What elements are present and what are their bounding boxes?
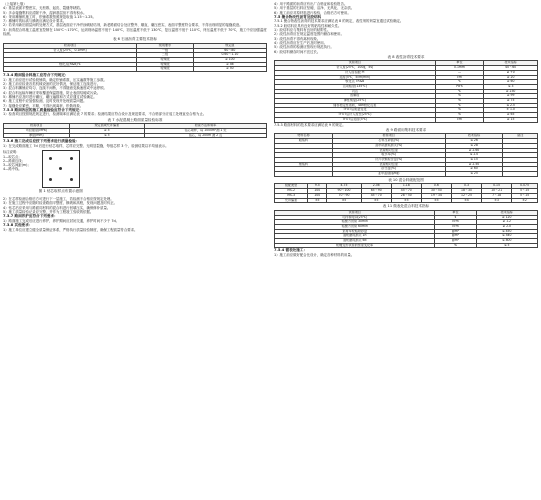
list-item: 7）接缝处应紧密、平顺，不得出现离析、松散现象。: [3, 103, 84, 108]
table8-cell: ≤ 2.5: [484, 103, 538, 108]
table10-header: 0.6: [421, 184, 451, 189]
table11-cell: ≤ 450: [476, 229, 538, 234]
section-heading: 7.3.4 路面混合料施工应符合下列规定：: [3, 73, 69, 78]
table8-cell: ≥ 75: [484, 99, 538, 104]
section-heading: 7.3.8 其他要求：: [3, 223, 33, 228]
list-item: 1）施工前应进行试验段铺筑，确定松铺系数、压实遍数等施工参数。: [3, 77, 107, 82]
list-item: 6）施工前应对原材料进行检验，合格后方可使用。: [274, 10, 351, 15]
sec76-text: 1）在完成路面施工 7d 后进行钻芯取样，芯样应完整、无明显裂缝，每组芯样 3 个，检测结果以平均值表示。: [3, 144, 169, 149]
table2-header: 检查项目: [4, 124, 70, 129]
table9-cell: ≥ 60: [445, 167, 503, 172]
table10-cell: 45～70: [361, 193, 391, 198]
table10-header: 0.3: [451, 184, 481, 189]
table8-cell: ≥ 20: [484, 75, 538, 80]
table10-header: 0.075: [512, 184, 538, 189]
table11-cell: N·m: [435, 220, 476, 225]
table10-cell: ±3: [482, 198, 512, 203]
left-para1-line: 4）基层表面平整密实，无松散、起皮、裂缝等缺陷。: [3, 6, 84, 11]
table8-cell: ℃: [435, 89, 484, 94]
right-column: [274, 2, 538, 257]
table8-cell: 储存稳定性离析，48h软化点差: [275, 103, 436, 108]
table1-cell: 二级: [137, 53, 194, 58]
table1-header: 检查项目: [4, 43, 137, 48]
list-item: 1）胶结料应与集料有良好的粘附性。: [274, 28, 331, 33]
table10-header: 级配类型: [275, 184, 308, 189]
table10-cell: 30～50: [421, 189, 451, 194]
table10-cell: 65～90: [361, 189, 391, 194]
table1-cell: ≥ 100: [193, 58, 266, 63]
left-para1-line: 6）采用摊铺机施工时，松铺系数按照规范取值 1.15～1.25。: [3, 14, 96, 19]
table8-header: 技术指标: [484, 61, 538, 66]
table9-cell: 细集料: [275, 162, 333, 167]
table9-cell: ≤ 15: [445, 158, 503, 163]
table9-cell: 针片状颗粒含量(%): [332, 158, 445, 163]
table8-cell: Pa·s: [435, 84, 484, 89]
left-para1-line: 5）多余接缝集料应清除干净，湿润基层但不得有积水。: [3, 10, 87, 15]
table8-cell: TFOT后质量变化: [275, 108, 436, 113]
table8-cell: cm: [435, 75, 484, 80]
table10-cell: 允许偏差: [275, 198, 308, 203]
table10-header: 9.5: [308, 184, 327, 189]
continued-note: （上接第七版）: [3, 2, 27, 6]
table8-cell: 弹性恢复(25℃): [275, 99, 436, 104]
table11-title: 表 11 微表处混合料技术指标: [382, 204, 430, 209]
table11-cell: 湿轮磨耗损失 6d: [275, 239, 435, 244]
list-item: 6）胶结料储存时间不宜过长。: [274, 49, 321, 54]
table10-header: 2.36: [361, 184, 391, 189]
table10-cell: ±5: [421, 198, 451, 203]
sec751-text: 7.5.1 聚合物改性沥青的技术要求应满足表 8 的规定，改性剂的剂量宜通过试验确定。: [274, 19, 404, 24]
table10-cell: ±5: [327, 198, 361, 203]
table1-cell: 一级: [137, 48, 194, 53]
table10-cell: 45～70: [391, 189, 421, 194]
table10-cell: ±4: [451, 198, 481, 203]
table10-cell: MS-3: [275, 193, 308, 198]
table10-cell: 100: [308, 189, 327, 194]
table11-cell: 粘聚力试验 60min: [275, 224, 435, 229]
left-column: [3, 2, 267, 232]
table8-cell: %: [435, 113, 484, 118]
table-row: [4, 67, 267, 72]
table8-cell: %: [435, 94, 484, 99]
table1-cell: 特殊级: [137, 67, 194, 72]
table9-cell: ≤ 26: [445, 139, 503, 144]
table8-cell: ≥ 15: [484, 117, 538, 122]
table9-cell: 石料压碎值(%): [332, 139, 445, 144]
table10-title: 表 10 混合料级配范围: [388, 177, 424, 182]
table8-cell: ≥ 65: [484, 113, 538, 118]
table10-cell: 19～34: [421, 193, 451, 198]
table11: [274, 210, 538, 249]
table8-cell: ≥ 99: [484, 94, 538, 99]
table8-cell: 运动粘度(135℃): [275, 84, 436, 89]
figure-note: 2—路面边线；: [3, 158, 25, 163]
table10-header: 1.18: [391, 184, 421, 189]
left-para-bottom: [3, 197, 267, 214]
table8-cell: 溶解度: [275, 94, 436, 99]
sec77-text: 1）路面施工完成后应进行养护，养护期间应封闭交通，养护时间不少于 7d。: [3, 218, 120, 223]
section-heading: 7.3.6 施工完成后应按下列要求进行质量检验：: [3, 139, 80, 144]
table9-header: 检验项目: [332, 134, 445, 139]
table10-cell: 12～25: [451, 193, 481, 198]
sample-point-dot: [49, 157, 52, 160]
figure-note: 4—路中线。: [3, 167, 22, 172]
table2-cell: 弯拉强度(MPa): [4, 129, 70, 134]
table8: [274, 60, 538, 122]
table8-cell: 针入度(25℃，100g，5s): [275, 66, 436, 71]
table8-cell: TFOT后针入度比(25℃): [275, 113, 436, 118]
table1-header: 级别要求: [137, 43, 194, 48]
list-item: 4）混合料运输车辆应采取覆盖保温措施，防止表面结硬或污染。: [3, 90, 101, 95]
list-item: 4）改性沥青应在生产后及时使用。: [274, 40, 328, 45]
table9-cell: 表观相对密度: [332, 162, 445, 167]
table8-cell: ℃: [435, 80, 484, 85]
table8-cell: 40～60: [484, 66, 538, 71]
table2-cell: ≥ 5: [69, 129, 145, 134]
table1-cell: 0.60～1.10: [193, 53, 266, 58]
table11-cell: ≥ 120: [476, 215, 538, 220]
sec752-text: 7.5.2 胶结料应具有良好的粘结性和耐久性。: [274, 23, 342, 28]
table11-cell: ≤ 540: [476, 234, 538, 239]
table9-title: 表 9 路面用集料技术要求: [385, 127, 427, 132]
table11-cell: 粘聚力试验 30min: [275, 220, 435, 225]
list-item: 5）摊铺后应及时进行碾压，碾压遍数和方式应通过试验确定。: [3, 94, 97, 99]
table10-cell: ±5: [308, 198, 327, 203]
sample-point-dot: [49, 178, 52, 181]
table10-cell: 28～50: [391, 193, 421, 198]
sample-point-dot: [70, 157, 73, 160]
table9-cell: ≤ 28: [445, 143, 503, 148]
table8-cell: 闪点: [275, 89, 436, 94]
left-para2: 2）若采用新旧面层间的处理方式，基层表面应干净并涂刷粘结剂，新老路面结合处应整齐、顺直，碾压密实，表面平整度符合要求，不得出现明显的接缝痕迹。: [3, 23, 243, 28]
table8-cell: 0.1mm: [435, 66, 484, 71]
list-item: 2）在芯样检测合格后方可进行下一层施工，若检测不合格应按规定处理。: [3, 196, 114, 201]
figure-caption: 图 1 钻芯取样点布置示意图: [38, 189, 83, 194]
table2-header: 规定值或允许偏差: [69, 124, 145, 129]
table8-cell: %: [435, 99, 484, 104]
table10-cell: 10～21: [482, 189, 512, 194]
list-item: 3）混合料摊铺应均匀、连续不间断，不得随意变换速度或中途停顿。: [3, 86, 107, 91]
table11-cell: s: [435, 215, 476, 220]
table10-cell: 90～100: [327, 189, 361, 194]
table1-cell: 60～80: [193, 48, 266, 53]
table2-cell: ≤ 5: [69, 133, 145, 138]
table9-cell: 吸水率(%): [332, 153, 445, 158]
table10-cell: ±5: [361, 198, 391, 203]
table9-header: 备注: [503, 134, 538, 139]
table8-cell: ≥ 230: [484, 89, 538, 94]
table9-cell: ≥ 2.50: [445, 162, 503, 167]
table9-header: 技术指标: [445, 134, 503, 139]
table2-cell: 厚度(mm): [4, 133, 70, 138]
table8-header: 单位: [435, 61, 484, 66]
table11-cell: g/m²: [435, 234, 476, 239]
table8-cell: 针入度指数 PI: [275, 70, 436, 75]
table1-cell: ≥ 46: [193, 62, 266, 67]
table10-header: 0.15: [482, 184, 512, 189]
table11-cell: 湿轮磨耗损失 1h: [275, 234, 435, 239]
table1-cell: ≥ 50: [193, 67, 266, 72]
section-heading: 7.3.7 路面养护应符合下列要求：: [3, 214, 58, 219]
table9-cell: [503, 172, 538, 177]
table10-cell: 5～15: [512, 189, 538, 194]
table2-title: 表 7 水泥混凝土路面质量检验标准: [107, 117, 163, 122]
table10-cell: 7～18: [482, 193, 512, 198]
table8-title: 表 8 改性沥青技术要求: [387, 54, 425, 59]
table11-cell: ≥ 2.0: [476, 224, 538, 229]
list-item: 4）钻芯后应采用与路面同材料的混合料进行回填压实，确保修补质量。: [3, 205, 111, 210]
table-row: [275, 172, 538, 177]
table11-cell: 轮辙变形试验的宽度变化率: [275, 243, 435, 248]
sample-point-dot: [59, 167, 62, 170]
table8-header: 试验项目: [275, 61, 436, 66]
table11-cell: g/m²: [435, 229, 476, 234]
table10-cell: 18～30: [451, 189, 481, 194]
table8-cell: —: [435, 70, 484, 75]
table11-cell: 负荷车轮粘附砂量: [275, 229, 435, 234]
figure-notes-title: 标注说明：: [3, 150, 20, 155]
right-items: [274, 28, 538, 54]
table9-cell: ≤ 25: [445, 172, 503, 177]
section-heading: 7.5 聚合物改性沥青及胶结料: [274, 14, 322, 19]
table8-cell: ≥ 60: [484, 80, 538, 85]
core-sample-diagram: [42, 150, 80, 188]
table8-cell: ≥ +0: [484, 70, 538, 75]
table11-header: 单位: [435, 210, 476, 215]
table10-cell: 70～90: [327, 193, 361, 198]
list-item: 4）用于路面的沥青应有出厂合格证和检验报告。: [274, 2, 348, 6]
table8-cell: cm: [435, 117, 484, 122]
figure-note: 3—取芯间距(m)；: [3, 162, 31, 167]
figure-note: 1—取芯点；: [3, 154, 22, 159]
list-item: 3）在施工过程中应随时检查路面平整度、横坡和高程，发现问题及时纠正。: [3, 201, 118, 206]
right-para1: [274, 2, 538, 15]
figure-1: [3, 150, 267, 195]
table9-cell: 砂当量(%): [332, 167, 445, 172]
table8-cell: ℃: [435, 103, 484, 108]
table1-cell: 特殊级: [137, 58, 194, 63]
table2: [3, 123, 267, 138]
sec74-items: [3, 78, 267, 108]
table8-cell: 延度(5℃，5cm/min): [275, 75, 436, 80]
table1-title: 表 6 石油沥青主要技术指标: [112, 37, 158, 42]
table-row: [275, 198, 538, 203]
table1-cell: 针入度(25℃，0.1mm): [4, 48, 137, 53]
table10-cell: 100: [308, 193, 327, 198]
table11-cell: g/m²: [435, 239, 476, 244]
table9-cell: [275, 172, 333, 177]
list-item: 6）施工过程中应加强检测，及时发现并处理质量问题。: [3, 99, 87, 104]
table11-cell: ≤ 800: [476, 239, 538, 244]
table9-header: 材料名称: [275, 134, 333, 139]
table10-header: 4.75: [327, 184, 361, 189]
table9-cell: ≤ 2.0: [445, 153, 503, 158]
section-heading: 7.5.4 微表处施工：: [274, 248, 308, 253]
table9-cell: 亚甲蓝值(g/kg): [332, 172, 445, 177]
table10-cell: MS-2: [275, 189, 308, 194]
table1: [3, 43, 267, 72]
table11-header: 技术指标: [476, 210, 538, 215]
sec753-text: 7.5.3 路面材料的技术要求应满足表 9 的规定。: [274, 122, 346, 127]
table8-cell: TFOT后延度(5℃): [275, 117, 436, 122]
table11-cell: %: [435, 243, 476, 248]
table10: [274, 183, 538, 203]
table2-header: 检查方法和频率: [145, 124, 267, 129]
list-item: 5）施工质量检验记录应完整，并作为工程竣工验收的依据。: [3, 209, 94, 214]
table1-cell: [4, 67, 137, 72]
table9-cell: 粗集料: [275, 139, 333, 144]
section-heading: 7.5.5 路面各层的施工质量检验应符合下列规定：: [3, 107, 83, 112]
table11-header: 试验项目: [275, 210, 435, 215]
table1-header: 规定值: [193, 43, 266, 48]
table11-cell: 可拌和时间(25℃): [275, 215, 435, 220]
table9-cell: ≥ 2.60: [445, 148, 503, 153]
table-row: [4, 133, 267, 138]
table11-cell: ≥ 1.2: [476, 220, 538, 225]
table8-cell: %: [435, 108, 484, 113]
left-para3: 3）沥青混合料施工温度宜控制在 150℃～170℃，运到现场温度不低于 140℃，初压温度不低于 130℃，复压温度不低于 110℃，终压温度不低于 70℃，施工中应加强温度检测。: [3, 27, 267, 37]
sec78-text: 1）施工单位应建立健全质量保证体系，严格执行质量检验制度，确保工程质量符合要求。: [3, 227, 138, 232]
table11-cell: N·m: [435, 224, 476, 229]
table8-cell: ± 1.0: [484, 108, 538, 113]
table9: [274, 133, 538, 176]
table9-cell: 洛杉矶磨耗损失(%): [332, 143, 445, 148]
left-para1: [3, 6, 267, 23]
table1-cell: 特殊级: [137, 62, 194, 67]
table-row: [275, 243, 538, 248]
table10-cell: ±5: [391, 198, 421, 203]
table11-cell: ≤ 5: [476, 243, 538, 248]
list-item: 2）施工前应检查各类机械设备的完好情况，保证施工连续进行。: [3, 82, 101, 87]
table2-cell: 钻芯取样，每 1000m²测 1 处: [145, 129, 267, 134]
figure-notes: [3, 150, 31, 171]
list-item: 5）用于基层的石料应坚硬、洁净、无风化、无杂质。: [274, 6, 355, 11]
list-item: 3）改性沥青不得有离析现象。: [274, 36, 321, 41]
table2-cell: 钻芯，每 200m 测 2 点: [145, 133, 267, 138]
sample-point-dot: [70, 178, 73, 181]
table10-cell: ±2: [512, 198, 538, 203]
list-item: 2）改性沥青应在规定温度范围内储存和使用。: [274, 32, 344, 37]
table1-cell: 软化点(R&B)℃: [4, 62, 137, 67]
table9-cell: 表观相对密度: [332, 148, 445, 153]
sec76-right-text: 1）施工前应做好配合比设计，确定各种材料的用量。: [274, 253, 355, 258]
list-item: 5）改性沥青的检测应按现行规范执行。: [274, 45, 334, 50]
table-row: [275, 117, 538, 122]
table10-cell: 5～15: [512, 193, 538, 198]
left-para1-line: 7）摊铺时的标高与横坡应满足设计要求。: [3, 19, 67, 24]
sec75-text: 1）检查项目按照规范规定进行，检测频率应满足表 7 的要求；检测结果应符合设计及规范要求，不合格部分应返工处理直至合格为止。: [3, 112, 207, 117]
table8-cell: ≤ 3: [484, 84, 538, 89]
table8-cell: 软化点 TR&B: [275, 80, 436, 85]
